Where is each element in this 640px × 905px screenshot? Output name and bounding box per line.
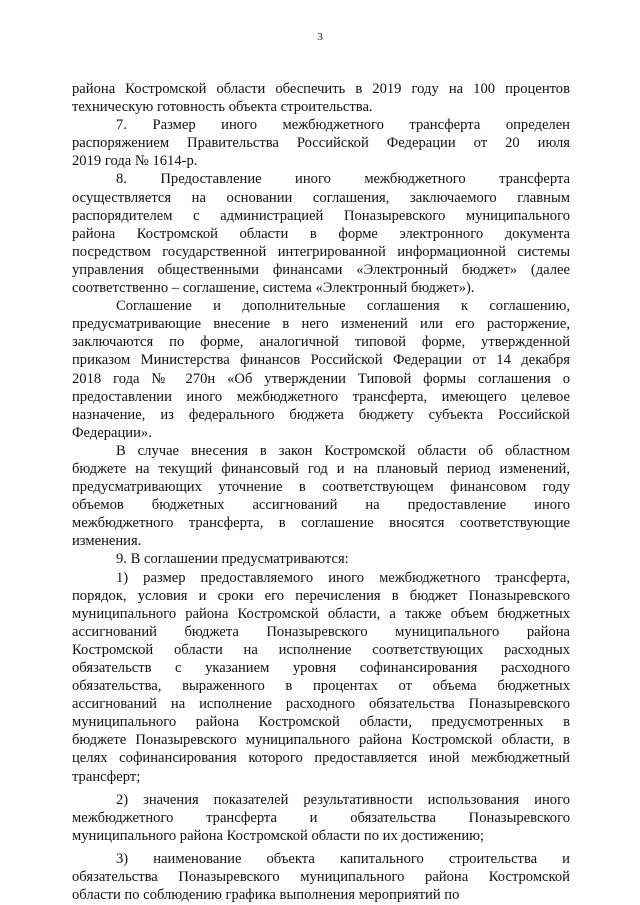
text-line: ассигнований бюджета Поназыревского муниципального района [72, 623, 570, 640]
text-line: распорядителем с администрацией Поназыревского муниципального [72, 207, 570, 224]
text-line: межбюджетного трансферта, в соглашение вносятся соответствующие [72, 515, 570, 532]
text-line: муниципального района Костромской области, а также объем бюджетных [72, 605, 570, 622]
paragraph [72, 297, 570, 442]
text-line: района Костромской области обеспечить в 2019 году на 100 процентов [72, 81, 570, 97]
text-line: осуществляется на основании соглашения, заключаемого главным [72, 189, 570, 206]
paragraph [72, 442, 570, 551]
text-line: 2018 года № 270н «Об утверждении Типовой формы соглашения о [72, 370, 570, 387]
text-line: предусматривающих уточнение в соответствующем финансовом году [72, 479, 570, 496]
text-line: 1) размер предоставляемого иного межбюджетного трансферта, [116, 569, 570, 586]
text-line: 2) значения показателей результативности использования иного [116, 791, 570, 808]
text-line: обязательств с указанием уровня софинансирования расходного [72, 660, 570, 676]
text-line: обязательства Поназыревского муниципального района Костромской [72, 869, 570, 886]
paragraph [72, 116, 570, 170]
paragraph [72, 569, 570, 786]
paragraph [72, 550, 570, 568]
text-line: 8. Предоставление иного межбюджетного трансферта [116, 171, 570, 188]
text-line: приказом Министерства финансов Российской Федерации от 14 декабря [72, 352, 570, 369]
paragraph [72, 791, 570, 845]
text-line: управления общественными финансами «Электронный бюджет» (далее [72, 261, 570, 278]
text-line: распоряжением Правительства Российской Федерации от 20 июля [72, 135, 570, 152]
text-line: объемов бюджетных ассигнований на предоставление иного [72, 497, 570, 514]
text-line: 2019 года № 1614-р. [72, 153, 198, 170]
document-body [72, 80, 570, 904]
text-line: обязательства, выраженного в процентах от объема бюджетных [72, 678, 570, 695]
text-line: заключаются по форме, аналогичной типовой форме, утвержденной [72, 334, 570, 351]
text-line: посредством государственной интегрированной информационной системы [72, 243, 570, 260]
text-line: назначение, из федерального бюджета бюджету субъекта Российской [72, 406, 570, 423]
text-line: района Костромской области в форме электронного документа [72, 225, 570, 242]
paragraph [72, 850, 570, 904]
text-line: муниципального района Костромской области, предусмотренных в [72, 714, 570, 731]
text-line: соответственно – соглашение, система «Электронный бюджет»). [72, 280, 475, 297]
text-line: Соглашение и дополнительные соглашения к соглашению, [116, 298, 570, 315]
text-line: бюджете Поназыревского муниципального района Костромской области, в [72, 732, 570, 749]
paragraph [72, 170, 570, 297]
text-line: Федерации». [72, 424, 152, 441]
text-line: Костромской области на исполнение соответствующих расходных [72, 641, 570, 658]
text-line: В случае внесения в закон Костромской области об областном [116, 442, 570, 459]
text-line: 7. Размер иного межбюджетного трансферта определен [116, 117, 570, 134]
text-line: целях софинансирования которого предоставляется иной межбюджетный [72, 750, 570, 767]
text-line: ассигнований на исполнение расходного обязательства Поназыревского [72, 696, 570, 713]
text-line: порядок, условия и сроки его перечисления в бюджет Поназыревского [72, 587, 570, 604]
text-line: предусматривающие внесение в него изменений или его расторжение, [72, 316, 570, 333]
text-line: техническую готовность объекта строительства. [72, 99, 373, 116]
text-line: предоставлении иного межбюджетного трансферта, имеющего целевое [72, 388, 570, 405]
text-line: муниципального района Костромской области по их достижению; [72, 827, 485, 844]
text-line: трансферт; [72, 768, 141, 785]
text-line: области по соблюдению графика выполнения мероприятий по [72, 887, 460, 904]
text-line: 3) наименование объекта капитального строительства и [116, 850, 570, 867]
paragraph [72, 80, 570, 116]
text-line: 9. В соглашении предусматриваются: [116, 551, 349, 568]
text-line: межбюджетного трансферта и обязательства Поназыревского [72, 809, 570, 826]
text-line: изменения. [72, 533, 142, 550]
text-line: бюджете на текущий финансовый год и на плановый период изменений, [72, 460, 570, 477]
page-number: 3 [317, 31, 323, 43]
